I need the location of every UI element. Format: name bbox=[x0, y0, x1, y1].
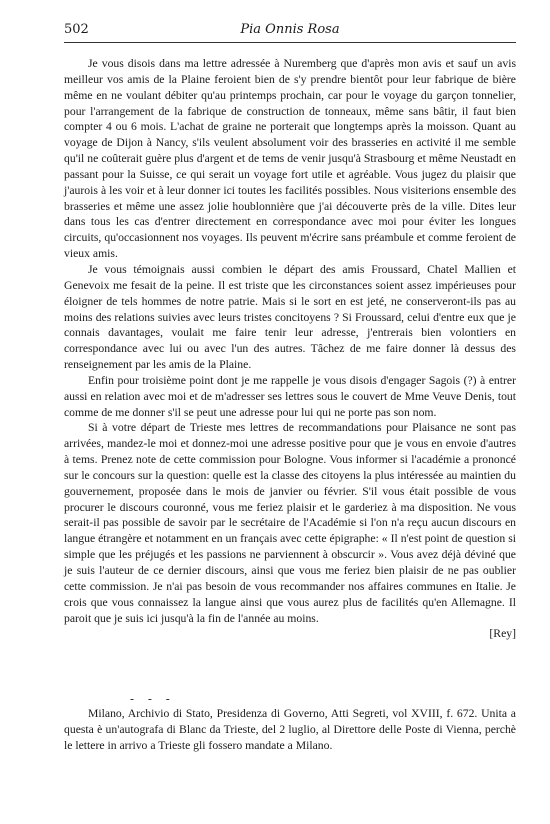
archive-note bbox=[64, 706, 516, 754]
archive-citation: Milano, Archivio di Stato, Presidenza di Governo, Atti Segreti, vol XVIII, f. 672. Unita a questa è un'autografa di Blanc da Trieste, del 2 luglio, al Direttore delle Poste di Vienna, perchè le lettere in arrivo a Trieste gli fossero mandate a Milano. bbox=[64, 707, 516, 752]
handwritten-marks: - - - bbox=[130, 692, 175, 706]
header-rule bbox=[64, 42, 516, 43]
paragraph: Si à votre départ de Trieste mes lettres de recommandations pour Plaisance ne sont pas arrivées, mandez-le moi et donnez-moi une adresse positive pour que je vous en envoie d'autres à tems. Prenez note de cette commission pour Bologne. Vous informer si l'académie a prononcé sur le concours sur la question: quelle est la classe des citoyens la plus intéressée au maintien du gouvernement, proposée dans le mois de janvier ou février. S'il vous était possible de vous procurer le discours couronné, vous me feriez plaisir et le garderiez à ma disposition. Ne vous serait-il pas possible de savoir par le secrétaire de l'Académie si l'on n'a reçu aucun discours en langue étrangère et notamment en un français avec cette épigraphe: « Il n'est point de question si simple que les préjugés et les passions ne parviennent à obscurcir ». Vous avez déjà déviné que je suis l'auteur de ce dernier discours, ainsi que vous me feriez bien plaisir de ne pas oublier cette commission. Je n'ai pas besoin de vous recommander nos affaires communes en Italie. Je crois que vous connaissez la langue ainsi que vous aurez plus de facilités qu'en Allemagne. Il paroit que je suis ici jusqu'à la fin de l'année au moins. bbox=[64, 421, 516, 625]
paragraph: Je vous disois dans ma lettre adressée à Nuremberg que d'après mon avis et sauf un avis meilleur vos amis de la Plaine feroient bien de s'y prendre bientôt pour leur fabrique de bière même en ne voulant débiter qu'au printemps prochain, car pour le voyage du garçon tonnelier, pour l'arrangement de la fabrique de construction de tonneaux, même sans bâtir, il faut bien compter 4 ou 6 mois. L'achat de graine ne porterait que longtemps après la moisson. Quant au voyage de Dijon à Nancy, s'ils veulent absolument voir des brasseries en activité il me semble qu'il ne coûterait guère plus d'argent et de tems de venir jusqu'à Strasbourg et même Neustadt en passant pour la Suisse, ce qui serait un voyage fort utile et agréable. Vous jugez du plaisir que j'aurois à les voir et à leur donner ici toutes les facilités possibles. Nous visiterions ensemble des brasseries et même une assez jolie houblonnière que j'ai découverte près de la ville. Dites leur dans tous les cas d'entrer directement en correspondance avec moi pour éviter les longues circuits, qu'occasionnent nos voyages. Ils peuvent m'écrire sans préambule et comme feroient de vieux amis. bbox=[64, 57, 516, 261]
signature: [Rey] bbox=[489, 627, 516, 641]
paragraph: Je vous témoignais aussi combien le départ des amis Froussard, Chatel Mallien et Genevoix me fesait de la peine. Il est triste que les circonstances soient assez impérieuses pour éloigner de tels hommes de notre patrie. Mais si le sort en est jeté, ne conserveront-ils pas au moins des relations suivies avec leurs tristes concitoyens ? Si Froussard, celui d'entre eux que je connais davantages, voulait me faire tenir leur adresse, j'entrerais bien volontiers en correspondance avec lui ou avec l'un des autres. Tâchez de me faire donner là dessus des renseignement par les amis de la Plaine. bbox=[64, 262, 516, 372]
letter-body bbox=[64, 56, 516, 642]
page-number: 502 bbox=[64, 22, 89, 37]
page-header bbox=[64, 20, 516, 42]
signature-line bbox=[64, 626, 516, 642]
running-title: Pia Onnis Rosa bbox=[240, 22, 340, 37]
paragraph: Enfin pour troisième point dont je me rappelle je vous disois d'engager Sagois (?) à entrer aussi en relation avec moi et de m'adresser ses lettres sous le couvert de Mme Veuve Denis, tout comme de me donner s'il se peut une adresse pour lui qui ne porte pas son nom. bbox=[64, 373, 516, 419]
